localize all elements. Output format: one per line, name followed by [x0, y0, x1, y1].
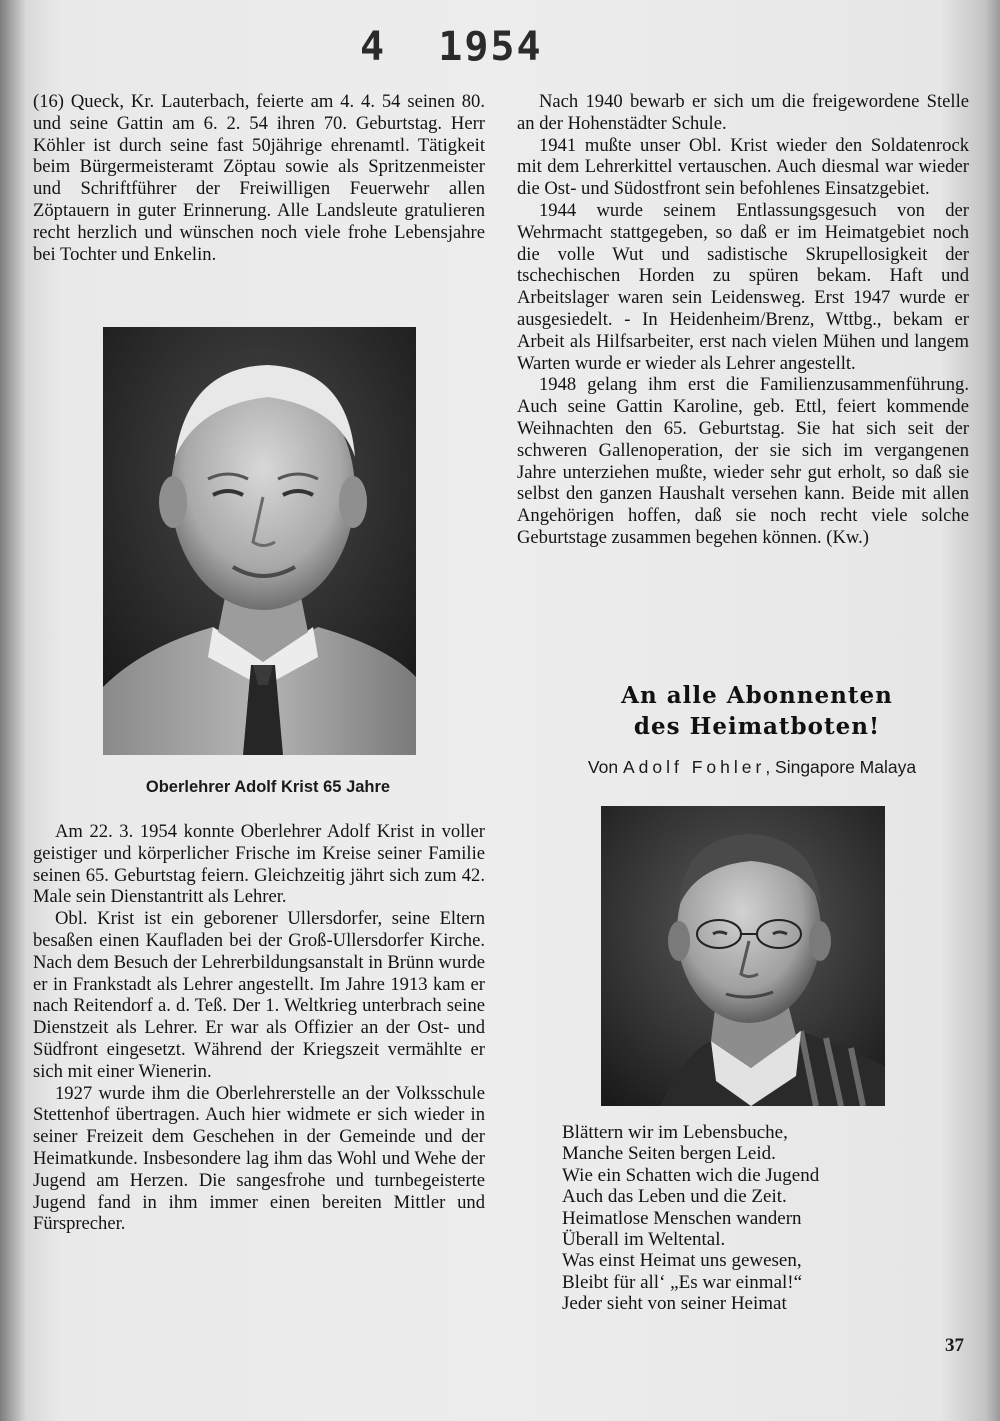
article-paragraph: Obl. Krist ist ein geborener Ullersdorfer, seine Eltern besaßen einen Kaufladen bei der Groß-Ullersdorfer Kirche. Nach dem Besuch der Lehrerbildungsanstalt in Brünn wurde er in Frankstadt als Lehrer angestellt. Im Jahre 1913 kam er nach Reitendorf a. d. Teß. Der 1. Weltkrieg unterbrach seine Dienstzeit als Lehrer. Er war als Offizier an der Ost- und Südfront eingesetzt. Während der Kriegszeit vermählte er sich mit einer Wienerin. [33, 908, 485, 1082]
poem-line: Wie ein Schatten wich die Jugend [562, 1164, 820, 1186]
byline-author: Adolf Fohler [622, 757, 766, 777]
photo-caption: Oberlehrer Adolf Krist 65 Jahre [145, 778, 391, 796]
krist-article [33, 821, 485, 1235]
poem-line: Überall im Weltental. [562, 1229, 726, 1251]
poem [562, 1122, 982, 1315]
issue-number: 4 1954 [360, 24, 543, 70]
poem-line: Bleibt für all‘ „Es war einmal!“ [562, 1271, 803, 1293]
portrait-photo-fohler [601, 806, 885, 1106]
intro-article [33, 91, 485, 265]
krist-article-continued [517, 91, 969, 549]
article-paragraph: 1941 mußte unser Obl. Krist wieder den Soldatenrock mit dem Lehrerkittel vertauschen. Auch diesmal war wieder die Ost- und Südostfront sein befohlenes Einsatzgebiet. [517, 134, 969, 200]
byline-prefix: Von [587, 757, 619, 777]
page-number: 37 [945, 1335, 964, 1356]
poem-line: Was einst Heimat uns gewesen, [562, 1250, 802, 1272]
byline-place: , Singapore Malaya [765, 757, 917, 777]
poem-headline [517, 680, 997, 742]
article-paragraph: 1944 wurde seinem Entlassungsgesuch von der Wehrmacht stattgegeben, so daß er im Heimatgebiet noch die volle Wut und sadistische Skrupellosigkeit der tschechischen Horden zu spüren bekam. Haft und Arbeitslager waren sein Leidensweg. Erst 1947 wurde er ausgesiedelt. - In Heidenheim/Brenz, Wttbg., bekam er Arbeit als Hilfsarbeiter, erst nach vielen Mühen und langem Warten wurde er wieder als Lehrer angestellt. [517, 199, 969, 374]
poem-line: Jeder sieht von seiner Heimat [562, 1293, 787, 1315]
portrait-photo-krist [103, 327, 416, 755]
article-paragraph: Am 22. 3. 1954 konnte Oberlehrer Adolf Krist in voller geistiger und körperlicher Frische im Kreise seiner Familie seinen 65. Geburtstag feiern. Gleichzeitig jährt sich zum 42. Male sein Dienstantritt als Lehrer. [33, 821, 485, 908]
intro-paragraph: (16) Queck, Kr. Lauterbach, feierte am 4. 4. 54 seinen 80. und seine Gattin am 6. 2. 54 ihren 70. Geburtstag. Herr Köhler ist durch seine fast 50jährige ehrenamtl. Tätigkeit beim Bürgermeisteramt Zöptau sowie als Spritzenmeister und Schriftführer der Freiwilligen Feuerwehr allen Zöptauern in guter Erinnerung. Alle Landsleute gratulieren recht herzlich und wünschen noch viele frohe Lebensjahre bei Tochter und Enkelin. [33, 91, 485, 265]
poem-line: Manche Seiten bergen Leid. [562, 1143, 776, 1165]
poem-line: Auch das Leben und die Zeit. [562, 1186, 787, 1208]
article-paragraph: Nach 1940 bewarb er sich um die freigewordene Stelle an der Hohenstädter Schule. [517, 91, 969, 134]
byline [517, 757, 987, 778]
article-paragraph: 1927 wurde ihm die Oberlehrerstelle an der Volksschule Stettenhof übertragen. Auch hier widmete er sich wieder in seiner Freizeit dem Geschehen in der Gemeinde und der Heimatkunde. Insbesondere lag ihm das Wohl und Wehe der Jugend am Herzen. Die sangesfrohe und turnbegeisterte Jugend fand in ihm immer einen bereiten Mittler und Fürsprecher. [33, 1082, 485, 1235]
headline-line-1: An alle Abonnenten [621, 682, 893, 709]
poem-line: Heimatlose Menschen wandern [562, 1207, 802, 1229]
article-paragraph: 1948 gelang ihm erst die Familienzusammenführung. Auch seine Gattin Karoline, geb. Ettl, feiert kommende Weihnachten den 65. Geburtstag. Sie hat sich seit der schweren Gallenoperation, der sie sich im vergangenen Jahre unterziehen mußte, wieder sehr gut erholt, so daß sie selbst den ganzen Haushalt versehen kann. Beide mit allen Angehörigen hoffen, daß sie noch recht viele solche Geburtstage zusammen begehen können. (Kw.) [517, 374, 969, 548]
poem-line: Blättern wir im Lebensbuche, [562, 1122, 788, 1143]
headline-line-2: des Heimatboten! [633, 713, 881, 740]
